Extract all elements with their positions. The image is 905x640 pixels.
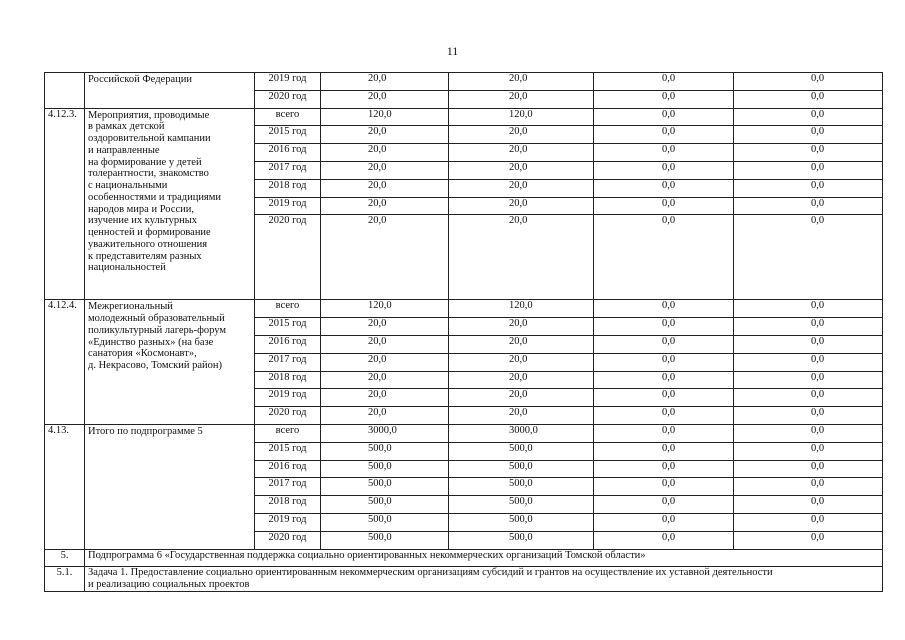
item-name-cell [85, 108, 255, 300]
item-name-line: ценностей и формирование [88, 227, 211, 239]
value-cell: 0,0 [734, 353, 883, 371]
value-cell: 0,0 [594, 513, 734, 531]
value-cell: 20,0 [321, 318, 449, 336]
item-name-line: молодежный образовательный [88, 313, 225, 325]
value-cell: 500,0 [321, 496, 449, 514]
value-cell: 0,0 [734, 197, 883, 215]
year-cell: 2019 год [255, 389, 321, 407]
value-cell: 0,0 [734, 371, 883, 389]
item-name-line: санатория «Космонавт», [88, 348, 197, 360]
value-cell: 500,0 [321, 478, 449, 496]
year-cell: 2019 год [255, 197, 321, 215]
value-cell: 0,0 [594, 460, 734, 478]
item-name-line: на формирование у детей [88, 156, 202, 168]
value-cell: 0,0 [734, 126, 883, 144]
value-cell: 0,0 [734, 179, 883, 197]
item-name-line: особенностями и традициями [88, 191, 222, 203]
table-row [45, 549, 883, 567]
table-row [45, 424, 883, 442]
value-cell: 500,0 [449, 496, 594, 514]
value-cell: 0,0 [594, 353, 734, 371]
value-cell: 0,0 [734, 496, 883, 514]
value-cell: 0,0 [734, 90, 883, 108]
task-text-line: Задача 1. Предоставление социально ориентированным некоммерческим организациям субсидий и грантов на осуществление их уставной деятельности [88, 567, 773, 579]
item-name-line: народов мира и России, [88, 203, 194, 215]
funding-table [44, 72, 883, 592]
item-name-line: Мероприятия, проводимые [88, 109, 210, 121]
value-cell: 0,0 [734, 424, 883, 442]
value-cell: 0,0 [594, 90, 734, 108]
value-cell: 0,0 [734, 300, 883, 318]
value-cell: 0,0 [594, 531, 734, 549]
value-cell: 0,0 [734, 318, 883, 336]
value-cell: 0,0 [594, 389, 734, 407]
item-name-line: к представителям разных [88, 250, 202, 262]
value-cell: 20,0 [449, 318, 594, 336]
value-cell: 0,0 [594, 318, 734, 336]
value-cell: 500,0 [321, 513, 449, 531]
value-cell: 20,0 [449, 215, 594, 300]
value-cell: 0,0 [594, 300, 734, 318]
value-cell: 20,0 [321, 126, 449, 144]
task-text-cell [85, 567, 883, 592]
item-name-line: толерантности, знакомство [88, 168, 209, 180]
year-cell: всего [255, 300, 321, 318]
value-cell: 0,0 [594, 144, 734, 162]
item-name-line: изучение их культурных [88, 215, 197, 227]
year-cell: 2020 год [255, 90, 321, 108]
value-cell: 500,0 [449, 513, 594, 531]
item-name-line: д. Некрасово, Томский район) [88, 360, 222, 372]
value-cell: 20,0 [449, 335, 594, 353]
value-cell: 20,0 [449, 144, 594, 162]
value-cell: 500,0 [321, 531, 449, 549]
value-cell: 0,0 [594, 496, 734, 514]
value-cell: 0,0 [594, 407, 734, 425]
value-cell: 0,0 [594, 478, 734, 496]
value-cell: 500,0 [321, 460, 449, 478]
value-cell: 0,0 [734, 215, 883, 300]
value-cell: 20,0 [321, 371, 449, 389]
value-cell: 20,0 [449, 90, 594, 108]
value-cell: 20,0 [449, 389, 594, 407]
year-cell: всего [255, 424, 321, 442]
year-cell: 2015 год [255, 442, 321, 460]
value-cell: 20,0 [321, 353, 449, 371]
value-cell: 20,0 [321, 197, 449, 215]
value-cell: 20,0 [449, 126, 594, 144]
year-cell: 2020 год [255, 531, 321, 549]
item-number-cell: 4.12.3. [45, 108, 85, 300]
year-cell: 2020 год [255, 215, 321, 300]
value-cell: 20,0 [449, 407, 594, 425]
value-cell: 0,0 [594, 215, 734, 300]
value-cell: 500,0 [449, 478, 594, 496]
table-row [45, 73, 883, 91]
value-cell: 20,0 [321, 90, 449, 108]
year-cell: 2016 год [255, 144, 321, 162]
item-name-cell [85, 300, 255, 425]
value-cell: 0,0 [594, 179, 734, 197]
value-cell: 3000,0 [449, 424, 594, 442]
item-name-line: оздоровительной кампании [88, 133, 211, 145]
item-name-cell: Итого по подпрограмме 5 [85, 424, 255, 549]
table-row [45, 108, 883, 126]
value-cell: 0,0 [594, 424, 734, 442]
value-cell: 20,0 [449, 73, 594, 91]
year-cell: 2019 год [255, 513, 321, 531]
item-name-line: «Единство разных» (на базе [88, 336, 214, 348]
value-cell: 20,0 [449, 371, 594, 389]
year-cell: 2018 год [255, 496, 321, 514]
item-name-line: в рамках детской [88, 121, 165, 133]
value-cell: 0,0 [734, 335, 883, 353]
item-number-cell [45, 73, 85, 109]
value-cell: 20,0 [321, 215, 449, 300]
value-cell: 0,0 [594, 335, 734, 353]
value-cell: 20,0 [321, 389, 449, 407]
value-cell: 500,0 [449, 442, 594, 460]
item-name-line: национальностей [88, 262, 166, 274]
value-cell: 0,0 [734, 442, 883, 460]
value-cell: 20,0 [449, 353, 594, 371]
value-cell: 0,0 [734, 531, 883, 549]
item-name-cell: Российской Федерации [85, 73, 255, 109]
value-cell: 500,0 [449, 531, 594, 549]
task-text-line: и реализацию социальных проектов [88, 579, 250, 591]
item-name-line: уважительного отношения [88, 238, 208, 250]
year-cell: 2018 год [255, 371, 321, 389]
value-cell: 0,0 [594, 371, 734, 389]
value-cell: 0,0 [734, 407, 883, 425]
value-cell: 20,0 [321, 407, 449, 425]
value-cell: 20,0 [321, 179, 449, 197]
value-cell: 0,0 [734, 144, 883, 162]
value-cell: 20,0 [449, 197, 594, 215]
value-cell: 0,0 [594, 108, 734, 126]
value-cell: 0,0 [734, 460, 883, 478]
year-cell: 2017 год [255, 478, 321, 496]
value-cell: 0,0 [594, 161, 734, 179]
value-cell: 0,0 [734, 161, 883, 179]
value-cell: 500,0 [321, 442, 449, 460]
item-name-line: Межрегиональный [88, 301, 173, 313]
year-cell: 2015 год [255, 126, 321, 144]
value-cell: 20,0 [449, 179, 594, 197]
value-cell: 120,0 [449, 108, 594, 126]
value-cell: 20,0 [449, 161, 594, 179]
value-cell: 0,0 [594, 73, 734, 91]
table-row [45, 300, 883, 318]
value-cell: 20,0 [321, 73, 449, 91]
value-cell: 0,0 [594, 126, 734, 144]
item-name-line: с национальными [88, 180, 168, 192]
item-name-line: поликультурный лагерь-форум [88, 324, 227, 336]
item-number-cell: 5.1. [45, 567, 85, 592]
item-name-line: и направленные [88, 144, 160, 156]
value-cell: 120,0 [449, 300, 594, 318]
value-cell: 0,0 [734, 73, 883, 91]
value-cell: 3000,0 [321, 424, 449, 442]
item-number-cell: 4.12.4. [45, 300, 85, 425]
year-cell: 2016 год [255, 335, 321, 353]
item-number-cell: 4.13. [45, 424, 85, 549]
value-cell: 0,0 [734, 478, 883, 496]
value-cell: 120,0 [321, 300, 449, 318]
item-number-cell: 5. [45, 549, 85, 567]
value-cell: 0,0 [734, 389, 883, 407]
subprogram-title-cell: Подпрограмма 6 «Государственная поддержка социально ориентированных некоммерческих организаций Томской области» [85, 549, 883, 567]
year-cell: 2016 год [255, 460, 321, 478]
value-cell: 20,0 [321, 144, 449, 162]
value-cell: 20,0 [321, 335, 449, 353]
value-cell: 0,0 [594, 197, 734, 215]
year-cell: 2018 год [255, 179, 321, 197]
year-cell: всего [255, 108, 321, 126]
value-cell: 500,0 [449, 460, 594, 478]
page-number: 11 [446, 44, 459, 58]
table-row [45, 567, 883, 592]
value-cell: 0,0 [594, 442, 734, 460]
value-cell: 0,0 [734, 513, 883, 531]
value-cell: 0,0 [734, 108, 883, 126]
value-cell: 120,0 [321, 108, 449, 126]
year-cell: 2017 год [255, 353, 321, 371]
year-cell: 2017 год [255, 161, 321, 179]
value-cell: 20,0 [321, 161, 449, 179]
year-cell: 2019 год [255, 73, 321, 91]
year-cell: 2020 год [255, 407, 321, 425]
year-cell: 2015 год [255, 318, 321, 336]
